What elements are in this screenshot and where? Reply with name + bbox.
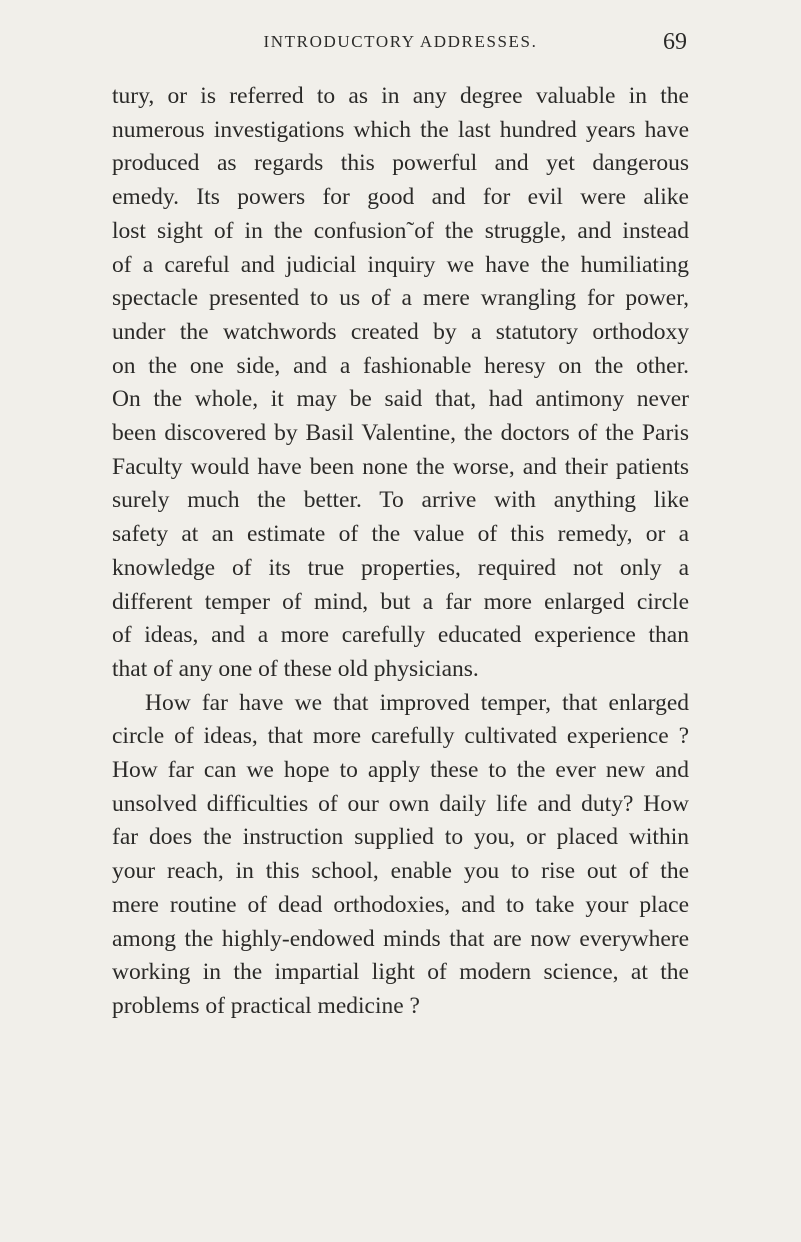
text-line: among the highly-endowed minds that are now everywhere [112,925,689,952]
text-line: spectacle presented to us of a mere wrangling for power, [112,285,689,312]
text-line: working in the impartial light of modern science, at the [112,959,689,986]
text-line: unsolved difficulties of our own daily life and duty? How [112,790,689,817]
text-line: circle of ideas, that more carefully cultivated experience ? [112,723,689,750]
text-line: On the whole, it may be said that, had antimony never [112,386,689,413]
text-line: numerous investigations which the last hundred years have [112,116,689,143]
text-line: mere routine of dead orthodoxies, and to take your place [112,891,689,918]
paragraph-1 [112,80,689,687]
text-line: on the one side, and a fashionable heresy on the other. [112,352,689,379]
text-line: How far have we that improved temper, that enlarged [145,689,689,716]
text-line: emedy. Its powers for good and for evil were alike [112,184,689,211]
text-line: knowledge of its true properties, required not only a [112,554,689,581]
text-line: under the watchwords created by a statutory orthodoxy [112,318,689,345]
page-number: 69 [663,29,687,55]
text-line: different temper of mind, but a far more enlarged circle [112,588,689,615]
paragraph-2 [112,687,689,1024]
text-line: produced as regards this powerful and yet dangerous [112,150,689,177]
text-line: problems of practical medicine ? [112,992,420,1019]
body-text [112,80,689,1024]
text-line: How far can we hope to apply these to the ever new and [112,757,689,784]
text-line: far does the instruction supplied to you, or placed within [112,824,689,851]
text-line: of ideas, and a more carefully educated experience than [112,622,689,649]
text-line: safety at an estimate of the value of this remedy, or a [112,521,689,548]
text-line: of a careful and judicial inquiry we have the humiliating [112,251,689,278]
running-head [0,30,801,56]
text-line: tury, or is referred to as in any degree valuable in the [112,83,689,109]
text-line: surely much the better. To arrive with anything like [112,487,689,514]
text-line: Faculty would have been none the worse, and their patients [112,453,689,480]
text-line: that of any one of these old physicians. [112,655,479,682]
text-line: your reach, in this school, enable you to rise out of the [112,858,689,885]
text-line: been discovered by Basil Valentine, the doctors of the Paris [112,420,689,447]
running-title: INTRODUCTORY ADDRESSES. [263,32,538,51]
text-line: lost sight of in the confusion˜of the struggle, and instead [112,217,689,244]
